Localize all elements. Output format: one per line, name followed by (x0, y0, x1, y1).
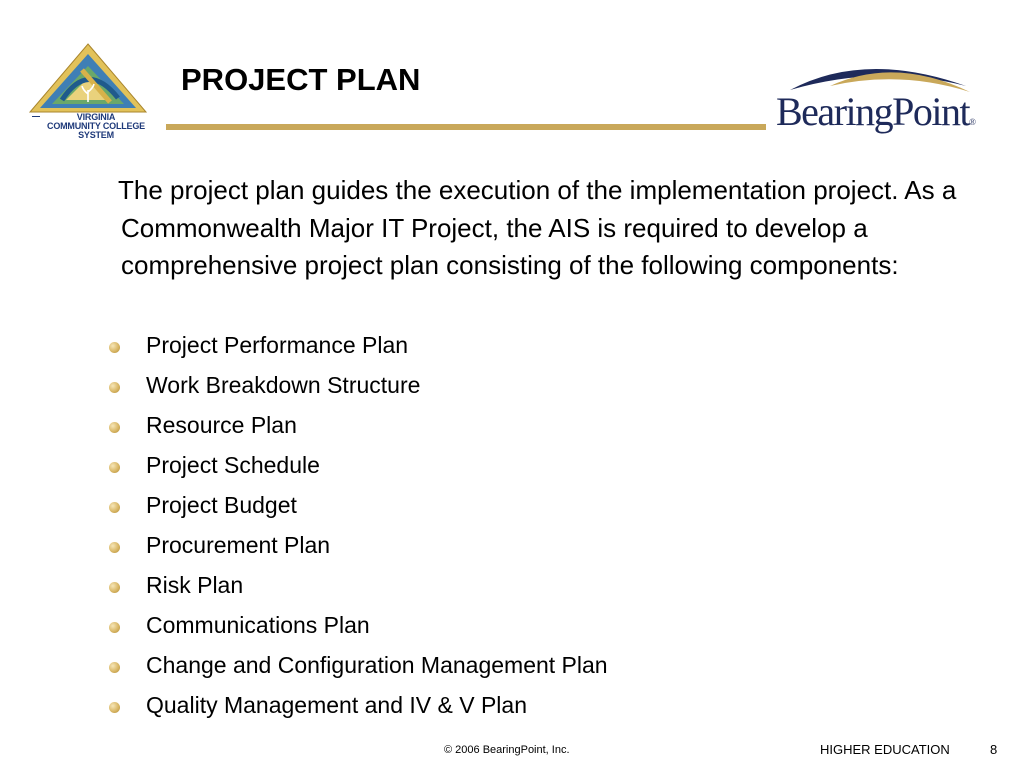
list-item-label: Project Budget (146, 492, 297, 518)
footer-copyright: © 2006 BearingPoint, Inc. (444, 744, 570, 756)
bullet-dot-icon (109, 502, 120, 513)
list-item-label: Procurement Plan (146, 532, 331, 558)
vccs-logo-line3: SYSTEM (78, 130, 114, 140)
list-item-label: Quality Management and IV & V Plan (146, 692, 527, 718)
vccs-logo (22, 40, 154, 140)
vccs-logo-line2: COMMUNITY COLLEGE (47, 121, 145, 131)
list-item (0, 566, 1024, 606)
bullet-dot-icon (109, 702, 120, 713)
bullet-dot-icon (109, 662, 120, 673)
bullet-dot-icon (109, 422, 120, 433)
footer-section-label: HIGHER EDUCATION (820, 742, 950, 757)
bearingpoint-wordmark (776, 88, 976, 135)
bullet-dot-icon (109, 342, 120, 353)
list-item-label: Project Schedule (146, 452, 320, 478)
list-item-label: Communications Plan (146, 612, 370, 638)
list-item-label: Project Performance Plan (146, 332, 409, 358)
list-item (0, 446, 1024, 486)
bearingpoint-logo (770, 56, 980, 136)
list-item-label: Change and Configuration Management Plan (146, 652, 608, 678)
title-divider (166, 124, 766, 130)
list-item (0, 406, 1024, 446)
list-item (0, 366, 1024, 406)
list-item (0, 326, 1024, 366)
list-item (0, 606, 1024, 646)
page-number: 8 (990, 742, 998, 757)
bullet-dot-icon (109, 462, 120, 473)
registered-mark: ® (969, 117, 976, 127)
list-item-label: Risk Plan (146, 572, 244, 598)
intro-paragraph: The project plan guides the execution of the implementation project. As a Commonwealth Major IT Project, the AIS is required to develop a comprehensive project plan consisting of the following components: (118, 175, 957, 280)
bullet-dot-icon (109, 542, 120, 553)
components-list (0, 326, 1024, 726)
list-item-label: Work Breakdown Structure (146, 372, 421, 398)
bullet-dot-icon (109, 582, 120, 593)
bullet-dot-icon (109, 382, 120, 393)
list-item (0, 486, 1024, 526)
vccs-logo-line1: VIRGINIA (76, 112, 116, 122)
bearingpoint-wordmark-text: BearingPoint (776, 89, 970, 134)
slide-title: PROJECT PLAN (181, 62, 421, 97)
list-item (0, 686, 1024, 726)
list-item (0, 526, 1024, 566)
list-item (0, 646, 1024, 686)
bullet-dot-icon (109, 622, 120, 633)
list-item-label: Resource Plan (146, 412, 297, 438)
